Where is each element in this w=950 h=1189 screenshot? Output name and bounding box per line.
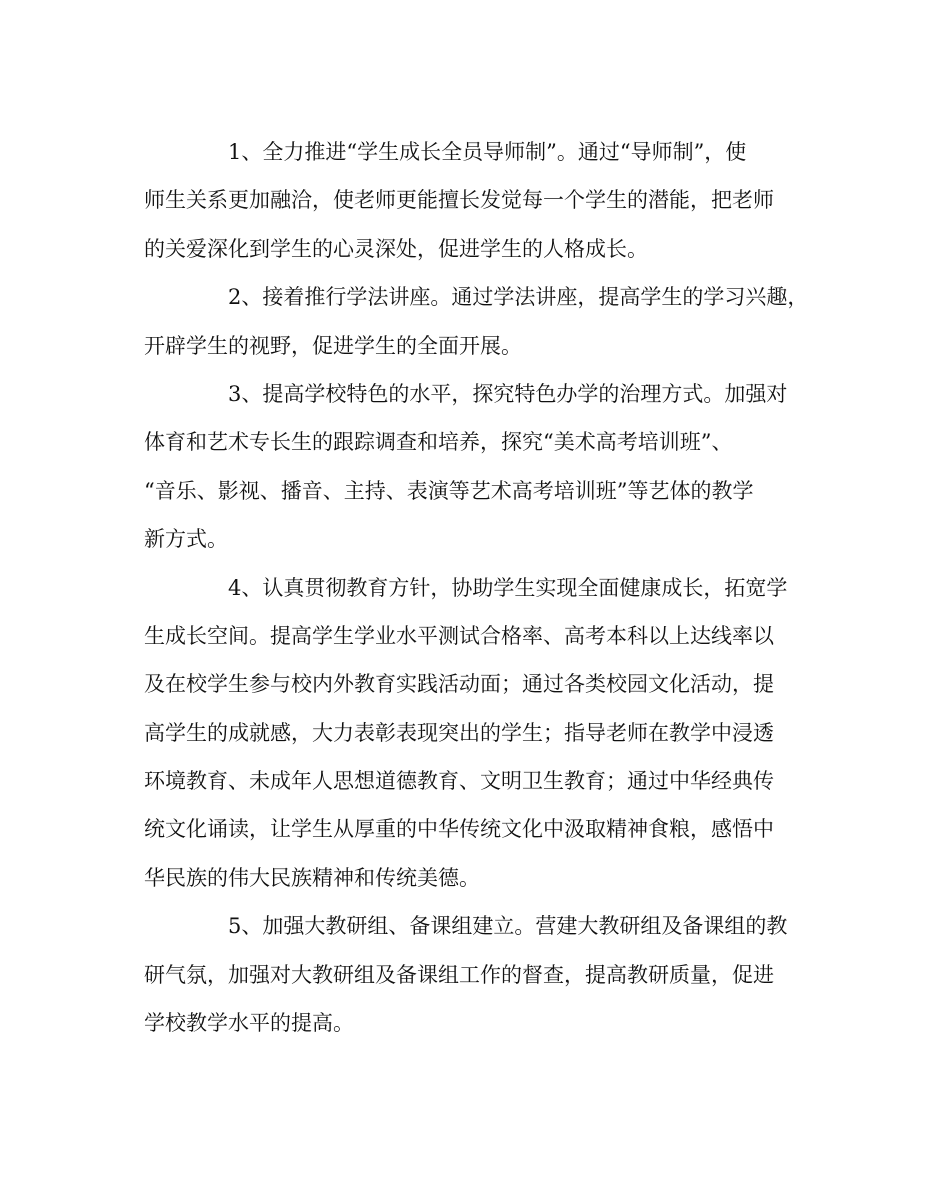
paragraph-1 [144, 128, 824, 273]
paragraph-line: 高学生的成就感，大力表彰表现突出的学生；指导老师在教学中浸透 [144, 720, 774, 745]
paragraph-line: 学校教学水平的提高。 [144, 1011, 354, 1036]
paragraph-line: 3、提高学校特色的水平，探究特色办学的治理方式。加强对 [228, 381, 788, 406]
paragraph-line: 研气氛，加强对大教研组及备课组工作的督查，提高教研质量，促进 [144, 962, 774, 987]
paragraph-line: 2、接着推行学法讲座。通过学法讲座，提高学生的学习兴趣， [228, 285, 809, 310]
paragraph-line: 华民族的伟大民族精神和传统美德。 [144, 865, 480, 890]
paragraph-line: 开辟学生的视野，促进学生的全面开展。 [144, 333, 522, 358]
paragraph-line: 1、全力推进“学生成长全员导师制”。通过“导师制”，使 [228, 140, 747, 164]
paragraph-line: 体育和艺术专长生的跟踪调查和培养，探究“美术高考培训班”、 [144, 430, 733, 455]
document-body [144, 128, 824, 1047]
paragraph-line: 生成长空间。提高学生学业水平测试合格率、高考本科以上达线率以 [144, 623, 774, 648]
paragraph-2 [144, 273, 824, 370]
paragraph-line: “音乐、影视、播音、主持、表演等艺术高考培训班”等艺体的教学 [144, 478, 754, 503]
paragraph-4 [144, 564, 824, 903]
paragraph-line: 新方式。 [144, 527, 228, 552]
paragraph-line: 师生关系更加融洽，使老师更能擅长发觉每一个学生的潜能，把老师 [144, 188, 774, 213]
paragraph-line: 的关爱深化到学生的心灵深处，促进学生的人格成长。 [144, 236, 648, 261]
paragraph-line: 5、加强大教研组、备课组建立。营建大教研组及备课组的教 [228, 914, 788, 939]
paragraph-line: 及在校学生参与校内外教育实践活动面；通过各类校园文化活动，提 [144, 672, 774, 697]
paragraph-line: 统文化诵读，让学生从厚重的中华传统文化中汲取精神食粮，感悟中 [144, 817, 774, 842]
paragraph-3 [144, 370, 824, 564]
paragraph-line: 环境教育、未成年人思想道德教育、文明卫生教育；通过中华经典传 [144, 769, 774, 794]
paragraph-line: 4、认真贯彻教育方针，协助学生实现全面健康成长，拓宽学 [228, 575, 788, 600]
paragraph-5 [144, 902, 824, 1047]
